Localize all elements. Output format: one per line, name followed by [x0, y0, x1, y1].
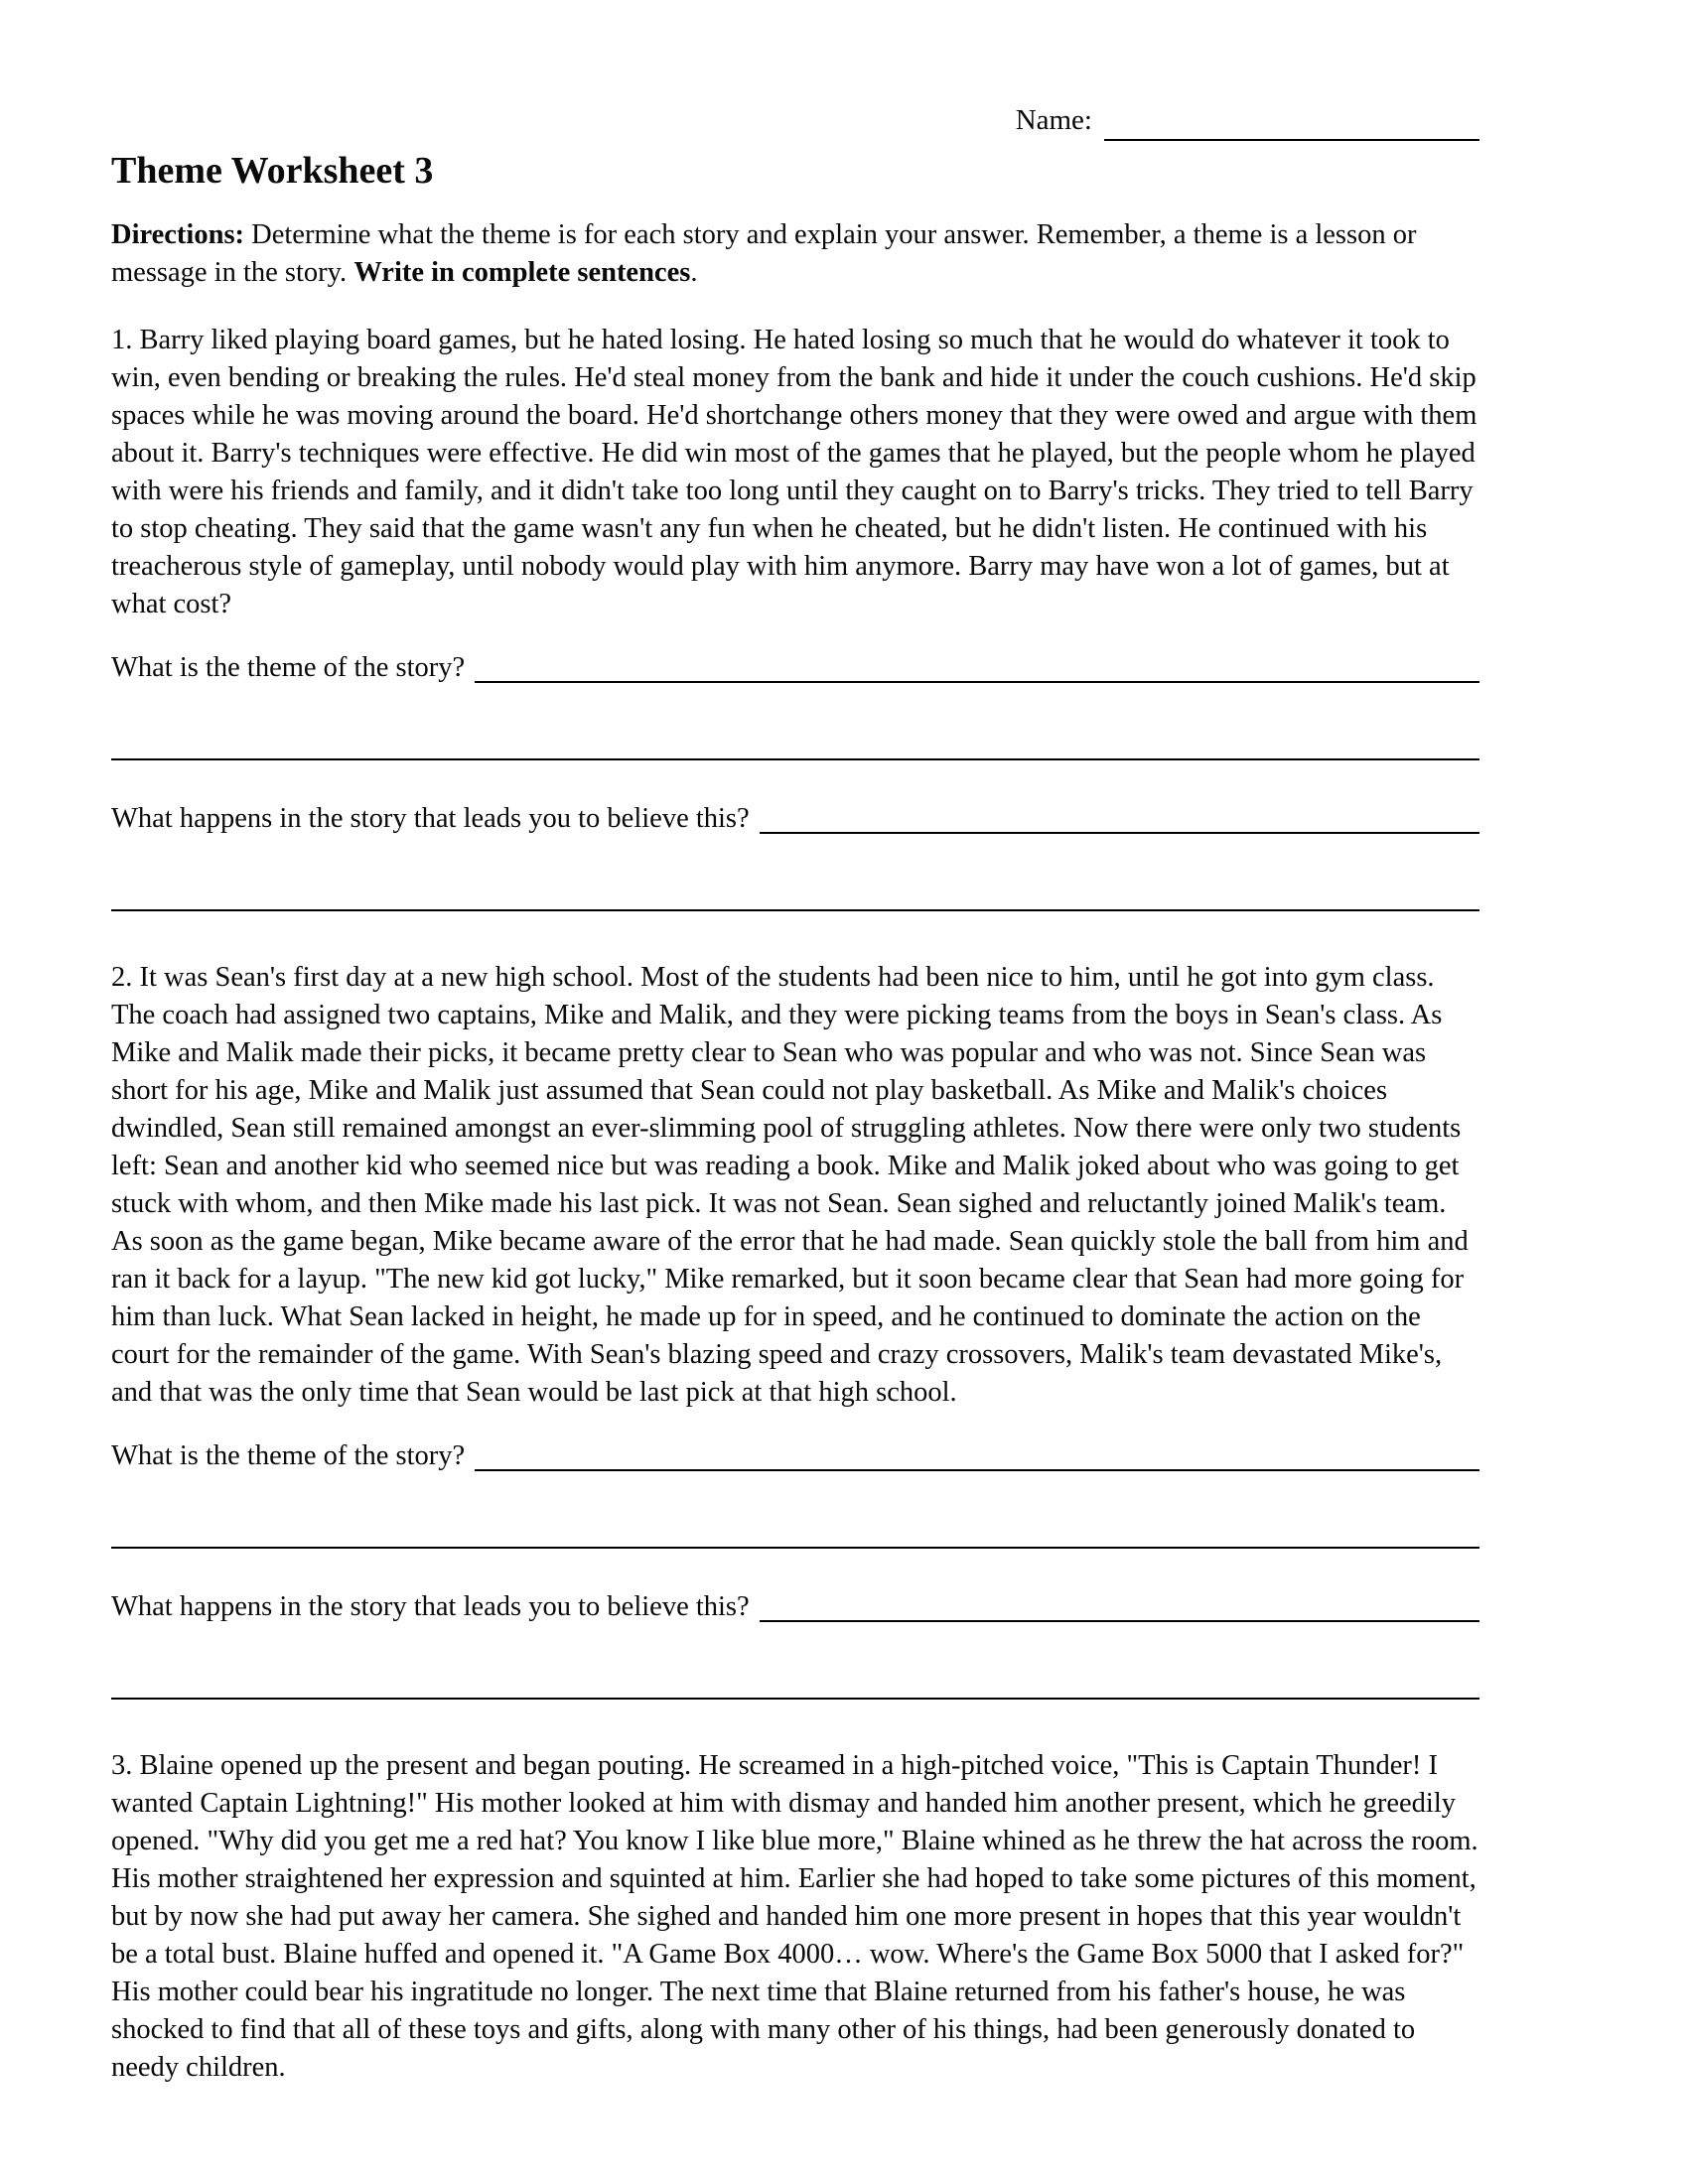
question-theme-label: What is the theme of the story?	[111, 652, 466, 683]
answer-blank-line	[111, 1698, 1479, 1700]
answer-blank-inline	[760, 832, 1479, 834]
directions-label: Directions:	[111, 219, 245, 250]
page-title: Theme Worksheet 3	[111, 150, 434, 192]
directions-emphasis: Write in complete sentences	[353, 257, 691, 288]
directions-period: .	[690, 257, 698, 288]
story-2-text: 2. It was Sean's first day at a new high school. Most of the students had been nice to him, until he got into gym class. The coach had assigned two captains, Mike and Malik, and they were picking teams from the boys in Sean's class. As Mike and Malik made their picks, it became pretty clear to Sean who was popular and who was not. Since Sean was short for his age, Mike and Malik just assumed that Sean could not play basketball. As Mike and Malik's choices dwindled, Sean still remained amongst an ever-slimming pool of struggling athletes. Now there were only two students left: Sean and another kid who seemed nice but was reading a book. Mike and Malik joked about who was going to get stuck with whom, and then Mike made his last pick. It was not Sean. Sean sighed and reluctantly joined Malik's team. As soon as the game began, Mike became aware of the error that he had made. Sean quickly stole the ball from him and ran it back for a layup. "The new kid got lucky," Mike remarked, but it soon became clear that Sean had more going for him than luck. What Sean lacked in height, he made up for in speed, and he continued to dominate the action on the court for the remainder of the game. With Sean's blazing speed and crazy crossovers, Malik's team devastated Mike's, and that was the only time that Sean would be last pick at that high school.	[111, 962, 1469, 1408]
story-3-text: 3. Blaine opened up the present and began pouting. He screamed in a high-pitched voice, "This is Captain Thunder! I wanted Captain Lightning!" His mother looked at him with dismay and handed him another present, which he greedily opened. "Why did you get me a red hat? You know I like blue more," Blaine whined as he threw the hat across the room. His mother straightened her expression and squinted at him. Earlier she had hoped to take some pictures of this moment, but by now she had put away her camera. She sighed and handed him one more present in hopes that this year wouldn't be a total bust. Blaine huffed and opened it. "A Game Box 4000… wow. Where's the Game Box 5000 that I asked for?" His mother could bear his ingratitude no longer. The next time that Blaine returned from his father's house, he was shocked to find that all of these toys and gifts, along with many other of his things, had been generously donated to needy children.	[111, 1750, 1478, 2083]
question-theme-row-2	[111, 1437, 1479, 1475]
name-label: Name:	[1015, 104, 1092, 136]
question-theme-row-1	[111, 649, 1479, 687]
answer-blank-inline	[760, 1620, 1479, 1622]
answer-blank-line	[111, 758, 1479, 760]
story-section-2	[111, 959, 1479, 1700]
name-row	[111, 91, 1479, 135]
name-blank-line	[1104, 139, 1479, 141]
answer-blank-line	[111, 909, 1479, 911]
answer-blank-line	[111, 1547, 1479, 1549]
answer-blank-inline	[475, 1469, 1479, 1471]
question-believe-label: What happens in the story that leads you to believe this?	[111, 1591, 750, 1622]
story-section-3	[111, 1747, 1479, 2087]
question-believe-label: What happens in the story that leads you to believe this?	[111, 803, 750, 834]
answer-blank-inline	[475, 681, 1479, 683]
question-theme-label: What is the theme of the story?	[111, 1440, 466, 1471]
question-believe-row-2	[111, 1588, 1479, 1626]
question-believe-row-1	[111, 800, 1479, 838]
story-1-text: 1. Barry liked playing board games, but he hated losing. He hated losing so much that he would do whatever it took to win, even bending or breaking the rules. He'd steal money from the bank and hide it under the couch cushions. He'd skip spaces while he was moving around the board. He'd shortchange others money that they were owed and argue with them about it. Barry's techniques were effective. He did win most of the games that he played, but the people whom he played with were his friends and family, and it didn't take too long until they caught on to Barry's tricks. They tried to tell Barry to stop cheating. They said that the game wasn't any fun when he cheated, but he didn't listen. He continued with his treacherous style of gameplay, until nobody would play with him anymore. Barry may have won a lot of games, but at what cost?	[111, 325, 1477, 619]
story-section-1	[111, 322, 1479, 911]
directions-paragraph	[111, 216, 1479, 292]
directions-text: Determine what the theme is for each story and explain your answer. Remember, a theme is a lesson or message in the story.	[111, 219, 1417, 288]
